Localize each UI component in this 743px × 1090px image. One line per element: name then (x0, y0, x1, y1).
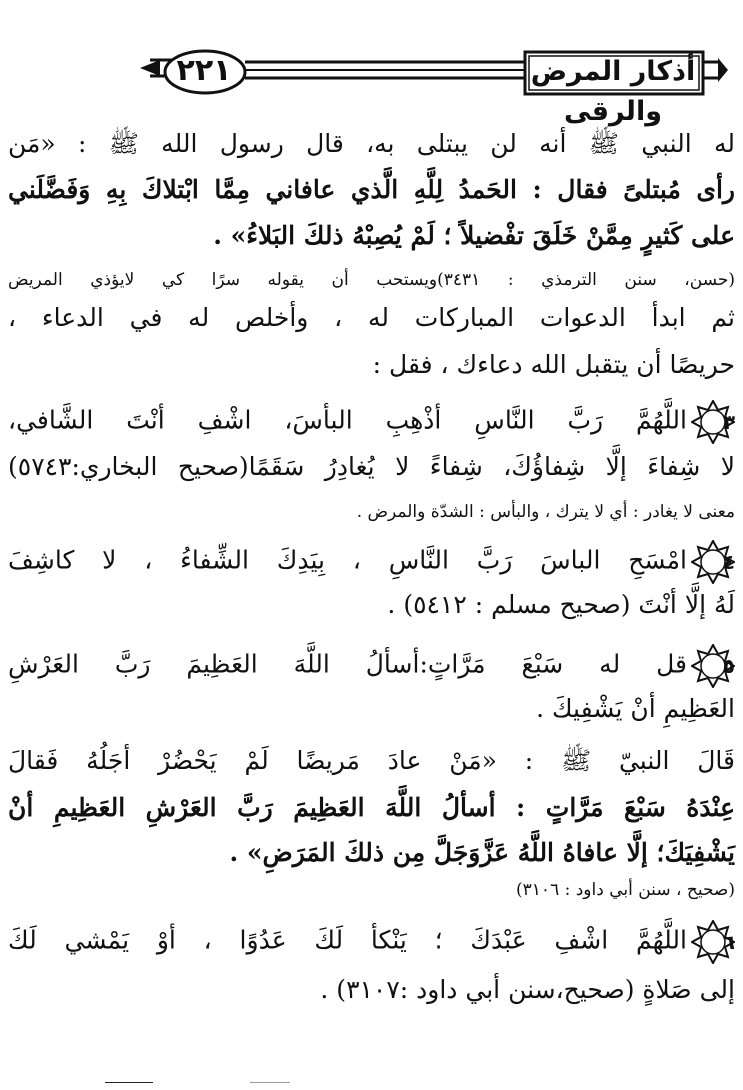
footer-rule (105, 1082, 153, 1083)
text-line: لا شِفاءَ إلَّا شِفاؤُكَ، شِفاءً لا يُغادِرُ سَقَمًا(صحيح البخاري:٥٧٤٣) (8, 452, 735, 481)
text-line: لَهُ إلَّا أنْتَ (صحيح مسلم : ٥٤١٢) . (387, 590, 735, 619)
dua-line (8, 400, 735, 444)
text-line: قَالَ النبيّ ﷺ : «مَنْ عادَ مَريضًا لَمْ يَحْضُرْ أجَلُهُ فَقالَ (8, 746, 735, 775)
dua-line (8, 920, 735, 964)
note-line: معنى لا يغادر : أي لا يترك ، والبأس : الشدّة والمرض . (356, 502, 735, 522)
text-line: حريصًا أن يتقبل الله دعاءك ، فقل : (372, 350, 735, 379)
dua-text: امْسَحِ الباسَ رَبَّ النَّاسِ ، بِيَدِكَ الشِّفاءُ ، لا كاشِفَ (8, 545, 687, 575)
footer-rule (250, 1082, 290, 1083)
marker-number: ٣ (722, 410, 735, 434)
marker-number: ٦ (722, 930, 735, 954)
marker-number: ٥ (722, 654, 735, 678)
number-marker (691, 920, 735, 964)
dua-line (8, 644, 735, 688)
number-marker (691, 540, 735, 584)
text-line: على كَثيرٍ مِمَّنْ خَلَقَ تفْضيلاً ؛ لَمْ يُصِبْهُ ذلكَ البَلاءُ» . (213, 221, 735, 250)
dua-text: اللَّهُمَّ اشْفِ عَبْدَكَ ؛ يَنْكأ لَكَ عَدُوًا ، أوْ يَمْشي لَكَ (8, 925, 687, 955)
text-line: ثم ابدأ الدعوات المباركات له ، وأخلص له في الدعاء ، (8, 303, 735, 332)
text-line: عِنْدَهُ سَبْعَ مَرَّاتٍ : أسألُ اللَّهَ العَظِيمَ رَبَّ العَرْشِ العَظِيمِ أنْ (8, 793, 735, 822)
page-number: ٢٢١ (176, 53, 232, 88)
book-title: أذكار المرض والرقى (530, 56, 696, 127)
text-line: إلى صَلاةٍ (صحيح،سنن أبي داود :٣١٠٧) . (320, 975, 735, 1004)
marker-number: ٤ (722, 550, 735, 574)
text-line: يَشْفِيَكَ؛ إلَّا عافاهُ اللَّهُ عَزَّوَجَلَّ مِن ذلكَ المَرَضِ» . (229, 838, 735, 867)
number-marker (691, 644, 735, 688)
note-line: (صحيح ، سنن أبي داود : ٣١٠٦) (516, 880, 735, 900)
number-marker (691, 400, 735, 444)
dua-line (8, 540, 735, 584)
note-line: (حسن، سنن الترمذي : ٣٤٣١)ويستحب أن يقوله سرًا كي لايؤذي المريض (8, 270, 736, 290)
dua-text: قل له سَبْعَ مَرَّاتٍ:أسألُ اللَّهَ العَظِيمَ رَبَّ العَرْشِ (8, 649, 687, 679)
text-line: له النبي ﷺ أنه لن يبتلى به، قال رسول الله ﷺ : «مَن (8, 129, 735, 158)
dua-text: اللَّهُمَّ رَبَّ النَّاسِ أذْهِبِ البأسَ، اشْفِ أنْتَ الشَّافي، (8, 405, 687, 435)
text-line: العَظِيمِ أنْ يَشْفِيكَ . (536, 694, 735, 723)
text-line: رأى مُبتلىً فقال : الحَمدُ لِلَّهِ الَّذي عافاني مِمَّا ابْتلاكَ بِهِ وَفَضَّلَني (8, 175, 735, 204)
